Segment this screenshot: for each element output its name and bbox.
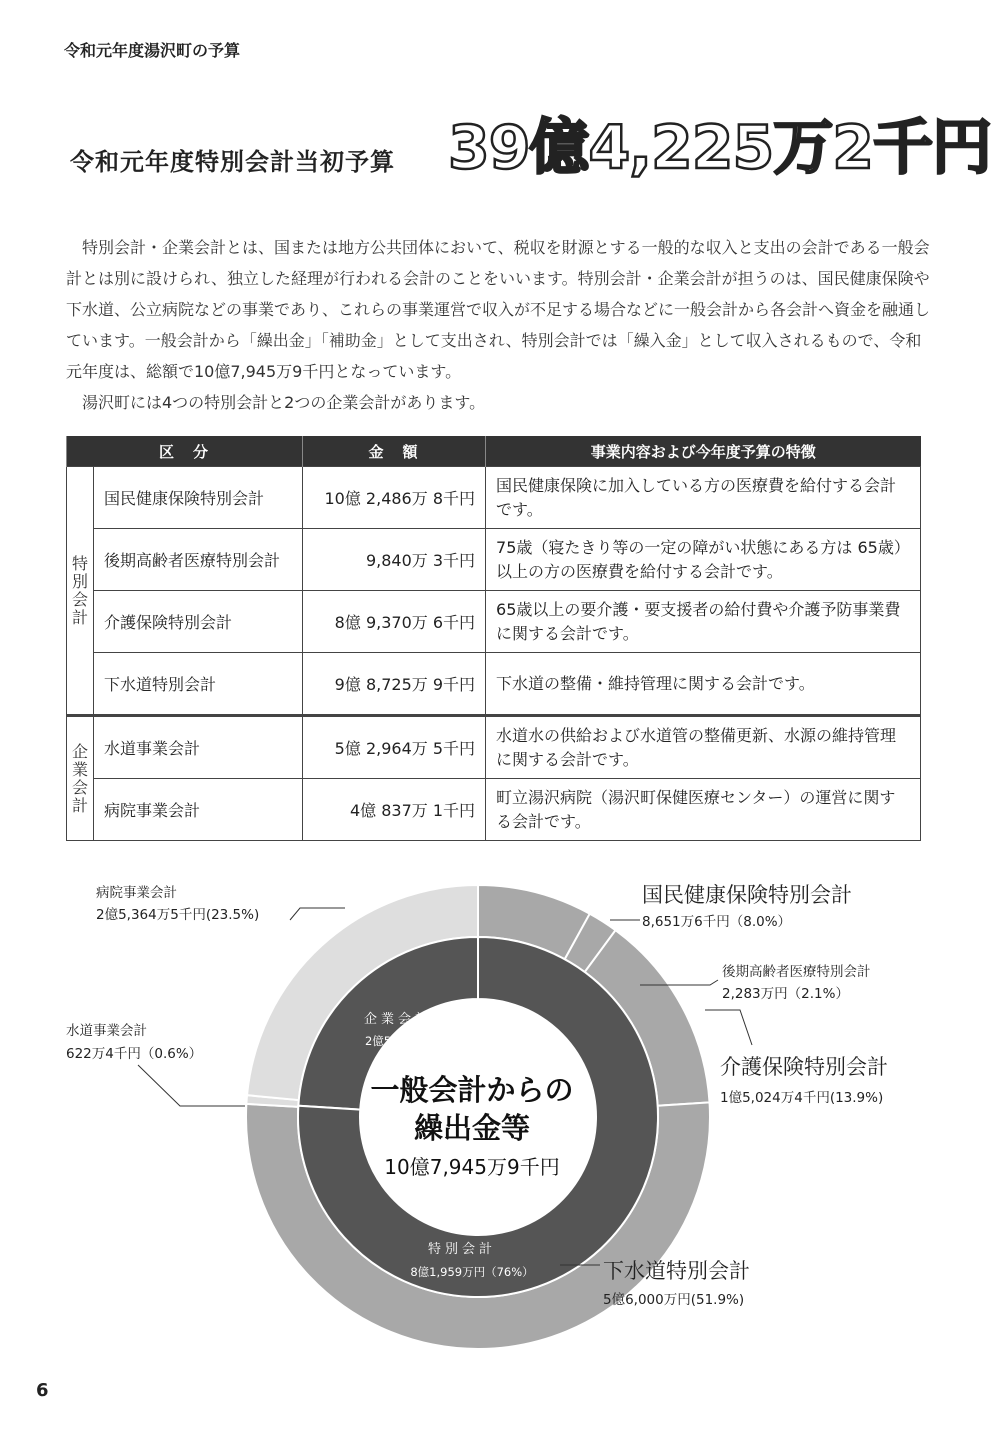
outer-value-care: 1億5,024万4千円(13.9%) [720, 1090, 884, 1106]
intro-text [66, 232, 930, 418]
row-amount: 9,840万 3千円 [303, 529, 486, 591]
donut-chart [0, 870, 1000, 1370]
group-special: 特 別 会 計 [67, 467, 94, 716]
row-name: 水道事業会計 [94, 716, 303, 779]
row-name: 国民健康保険特別会計 [94, 467, 303, 529]
section-title: 令和元年度特別会計当初予算 [70, 148, 395, 176]
row-description: 水道水の供給および水道管の整備更新、水源の維持管理に関する会計です。 [486, 716, 921, 779]
budget-table [66, 436, 921, 841]
row-name: 病院事業会計 [94, 779, 303, 841]
chart-center-title-1: 一般会計からの [370, 1073, 574, 1107]
inner-label-enterprise: 企業会計 [363, 1012, 433, 1027]
row-amount: 4億 837万 1千円 [303, 779, 486, 841]
inner-label-special: 特別会計 [427, 1242, 497, 1257]
row-description: 下水道の整備・維持管理に関する会計です。 [486, 653, 921, 716]
table-header-row [67, 436, 921, 467]
leader-care [705, 1010, 752, 1045]
row-amount: 5億 2,964万 5千円 [303, 716, 486, 779]
outer-label-elderly: 後期高齢者医療特別会計 [722, 964, 871, 980]
row-name: 介護保険特別会計 [94, 591, 303, 653]
chart-center-total: 10億7,945万9千円 [384, 1155, 560, 1179]
chart-center-title-2: 繰出金等 [413, 1111, 531, 1145]
intro-paragraph-1: 特別会計・企業会計とは、国または地方公共団体において、税収を財源とする一般的な収入と支出の会計である一般会計とは別に設けられ、独立した経理が行われる会計のことをいいます。特別会計・企業会計が担うのは、国民健康保険や下水道、公立病院などの事業であり、これらの事業運営で収入が不足する場合などに一般会計から各会計へ資金を融通しています。一般会計から「繰出金」「補助金」として支出され、特別会計では「繰入金」として収入されるもので、令和元年度は、総額で10億7,945万9千円となっています。 [66, 238, 931, 381]
header-category: 区 分 [67, 436, 303, 467]
outer-label-water: 水道事業会計 [66, 1023, 147, 1039]
table-row [67, 467, 921, 529]
outer-value-elderly: 2,283万円（2.1%） [722, 986, 849, 1002]
inner-value-enterprise: 2億5,986万9千円（24%） [364, 1034, 508, 1048]
leader-water [138, 1065, 245, 1106]
row-description: 65歳以上の要介護・要支援者の給付費や介護予防事業費に関する会計です。 [486, 591, 921, 653]
page-header-label: 令和元年度湯沢町の予算 [64, 41, 241, 60]
table-row [67, 653, 921, 716]
inner-value-special: 8億1,959万円（76%） [410, 1265, 534, 1279]
outer-label-nhi: 国民健康保険特別会計 [642, 883, 852, 907]
page-number: 6 [36, 1380, 49, 1401]
total-budget-amount: 39億4,225万2千円 [448, 113, 992, 183]
intro-paragraph-2: 湯沢町には4つの特別会計と2つの企業会計があります。 [82, 393, 486, 412]
row-description: 75歳（寝たきり等の一定の障がい状態にある方は 65歳）以上の方の医療費を給付する会計です。 [486, 529, 921, 591]
outer-label-hospital: 病院事業会計 [96, 885, 177, 901]
outer-label-sewer: 下水道特別会計 [603, 1259, 750, 1283]
group-enterprise: 企 業 会 計 [67, 716, 94, 841]
row-name: 後期高齢者医療特別会計 [94, 529, 303, 591]
outer-value-sewer: 5億6,000万円(51.9%) [603, 1292, 745, 1308]
table-row [67, 779, 921, 841]
outer-label-care: 介護保険特別会計 [720, 1055, 888, 1079]
outer-value-water: 622万4千円（0.6%） [66, 1046, 203, 1062]
row-name: 下水道特別会計 [94, 653, 303, 716]
leader-hospital [290, 908, 345, 920]
table-row [67, 529, 921, 591]
header-amount: 金 額 [303, 436, 486, 467]
row-amount: 9億 8,725万 9千円 [303, 653, 486, 716]
table-row [67, 591, 921, 653]
table-row [67, 716, 921, 779]
row-description: 町立湯沢病院（湯沢町保健医療センター）の運営に関する会計です。 [486, 779, 921, 841]
row-amount: 10億 2,486万 8千円 [303, 467, 486, 529]
outer-value-hospital: 2億5,364万5千円(23.5%) [96, 907, 260, 923]
row-amount: 8億 9,370万 6千円 [303, 591, 486, 653]
outer-value-nhi: 8,651万6千円（8.0%） [642, 914, 792, 930]
header-description: 事業内容および今年度予算の特徴 [486, 436, 921, 467]
row-description: 国民健康保険に加入している方の医療費を給付する会計です。 [486, 467, 921, 529]
